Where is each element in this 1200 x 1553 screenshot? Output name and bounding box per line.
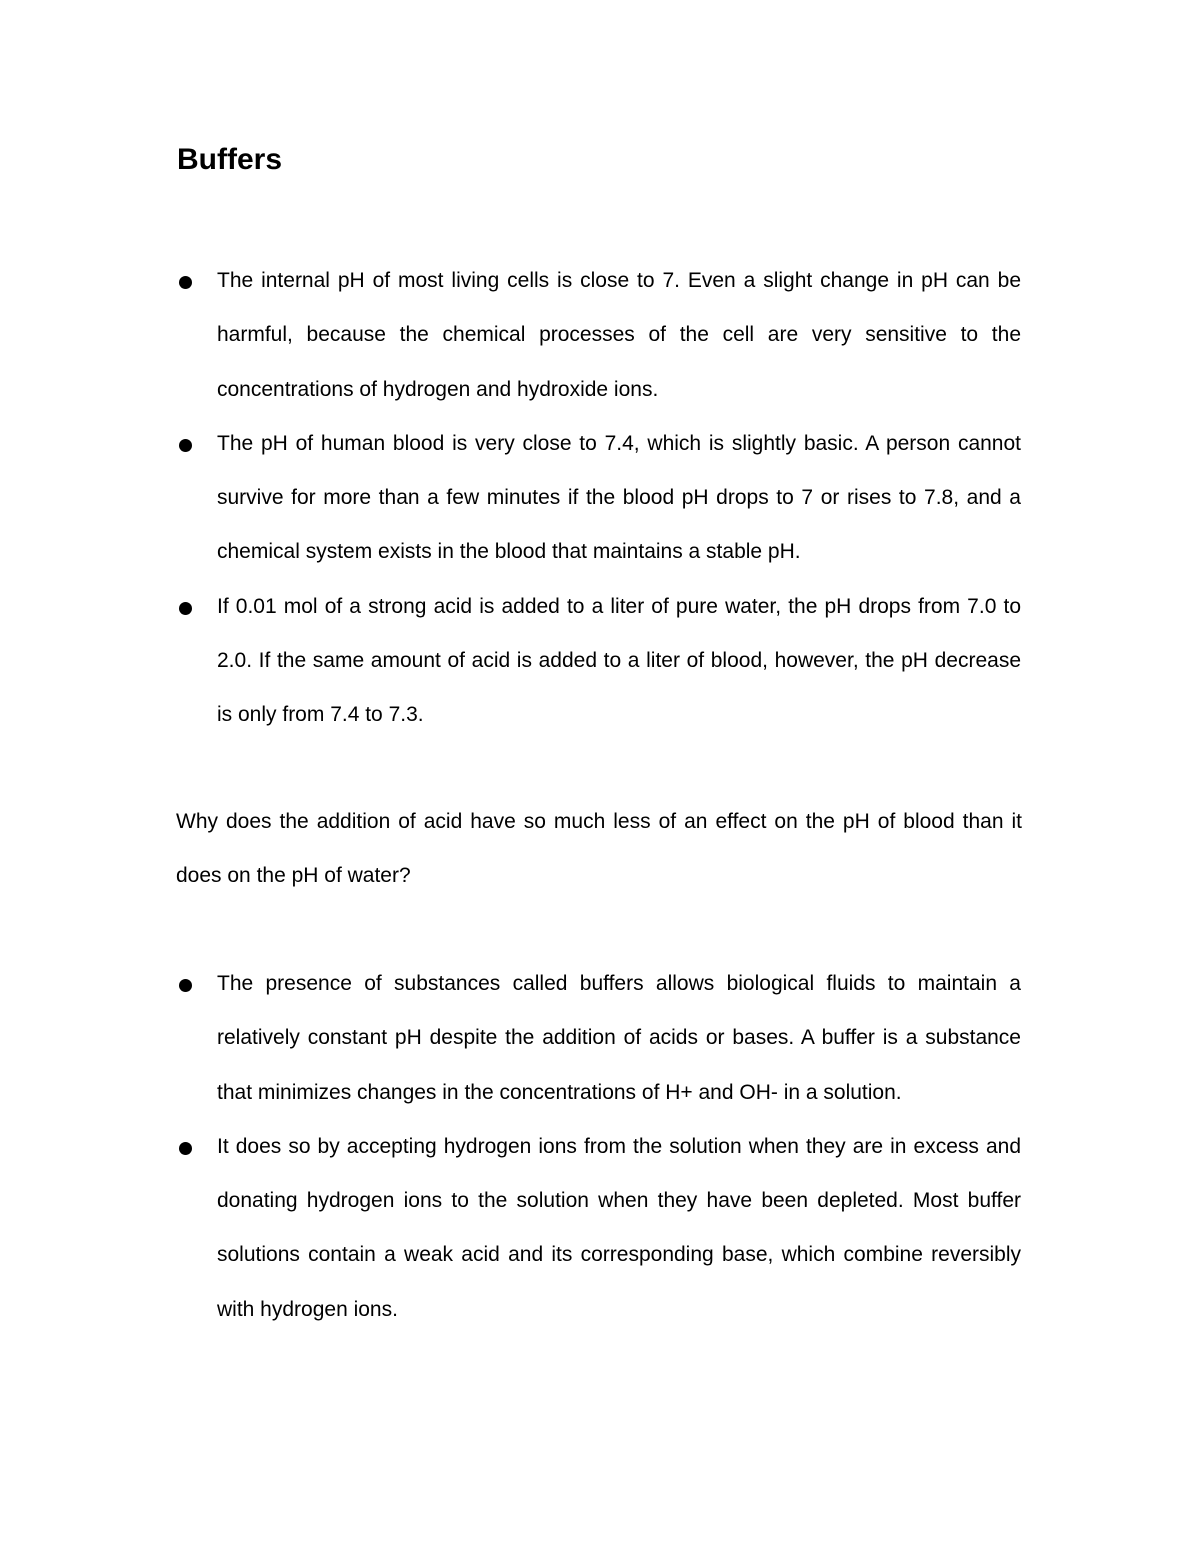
list-item-text: The pH of human blood is very close to 7.4, which is slightly basic. A person cannot survive for more than a few minutes if the blood pH drops to 7 or rises to 7.8, and a chemical system exists in the blood that maintains a stable pH. [217,431,1021,564]
list-item [0,417,1200,580]
list-item [0,1120,1200,1337]
list-item-text: If 0.01 mol of a strong acid is added to a liter of pure water, the pH drops from 7.0 to 2.0. If the same amount of acid is added to a liter of blood, however, the pH decrease is only from 7.4 to 7.3. [217,594,1021,727]
bullet-icon [179,276,192,289]
list-item-text: The internal pH of most living cells is close to 7. Even a slight change in pH can be harmful, because the chemical processes of the cell are very sensitive to the concentrations of hydrogen and hydroxide ions. [217,269,1021,401]
bullet-icon [179,439,192,452]
list-item-text: The presence of substances called buffers allows biological fluids to maintain a relatively constant pH despite the addition of acids or bases. A buffer is a substance that minimizes changes in the concentrations of H+ and OH- in a solution. [217,972,1021,1104]
list-item [0,957,1200,1120]
document-title: Buffers [177,143,283,176]
list-item [0,580,1200,743]
bullet-icon [179,979,192,992]
bullet-list-intro [0,254,1200,743]
list-item [0,254,1200,417]
list-item-text: It does so by accepting hydrogen ions from the solution when they are in excess and donating hydrogen ions to the solution when they have been depleted. Most buffer solutions contain a weak acid and its corresponding base, which combine reversibly with hydrogen ions. [217,1134,1021,1321]
question-paragraph: Why does the addition of acid have so much less of an effect on the pH of blood than it does on the pH of water? [176,810,1022,888]
bullet-icon [179,1142,192,1155]
bullet-list-buffers [0,957,1200,1337]
bullet-icon [179,602,192,615]
